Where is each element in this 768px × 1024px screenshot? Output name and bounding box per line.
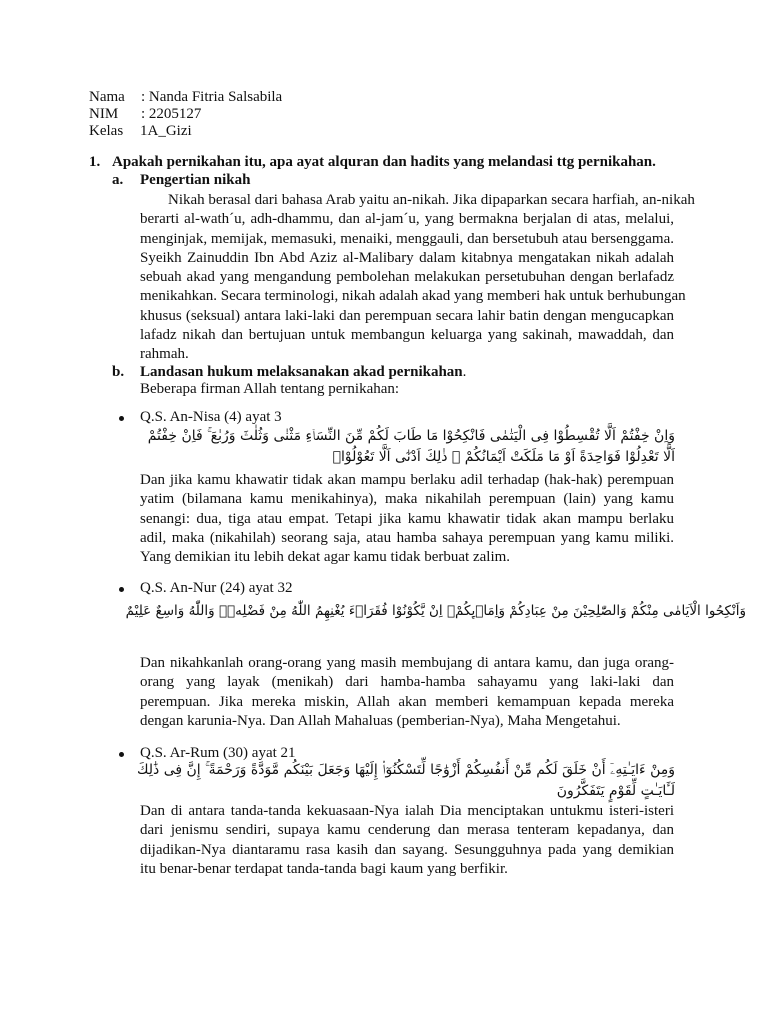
verse-3-arabic-line: وَمِنْ ءَايَـٰتِهِۦٓ أَنْ خَلَقَ لَكُم مِّنْ أَنفُسِكُمْ أَزْوَٰجًا لِّتَسْكُنُوٓا۟ إِلَيْهَا وَجَعَلَ بَيْنَكُم مَّوَدَّةً وَرَحْمَةً ۚ إِنَّ فِى ذَٰلِكَ	[136, 762, 675, 778]
verse-1-arabic-line: اَلَّا تَعْدِلُوْا فَوَاحِدَةً اَوْ مَا مَلَكَتْ اَيْمَانُكُمْ ۗ ذٰلِكَ اَدْنٰٓى اَلَّا تَعُوْلُوْاۗ	[332, 449, 675, 465]
bullet-icon	[119, 587, 124, 592]
translation-line: perempuan. Jika mereka miskin, Allah akan memberi kemampuan kepada mereka	[140, 693, 674, 710]
verse-1-arabic-line: وَاِنْ خِفْتُمْ اَلَّا تُقْسِطُوْا فِى الْيَتٰمٰى فَانْكِحُوْا مَا طَابَ لَكُمْ مِّنَ النِّسَاۤءِ مَثْنٰى وَثُلٰثَ وَرُبٰعَ ۚ فَاِنْ خِفْتُمْ	[147, 428, 675, 444]
identity-name-row	[89, 88, 282, 106]
section-a-title: Pengertian nikah	[140, 172, 251, 188]
paragraph-line: berarti al-wath´u, adh-dhammu, dan al-jam´u, yang bermakna berjalan di atas, melalui,	[140, 211, 674, 228]
section-b-title-end: .	[462, 364, 467, 380]
translation-line: adil, maka (nikahilah) seorang saja, atau hamba sahaya perempuan yang kamu miliki.	[140, 529, 674, 546]
paragraph-line: khusus (seksual) antara laki-laki dan perempuan secara lahir batin dengan mengucapkan	[140, 307, 674, 324]
identity-nim-row	[89, 105, 201, 123]
translation-line: itu benar-benar terdapat tanda-tanda bagi kaum yang berfikir.	[140, 860, 508, 877]
verse-3-ref: Q.S. Ar-Rum (30) ayat 21	[140, 745, 296, 761]
verse-1-translation	[140, 471, 674, 567]
paragraph-line: menikahkan. Secara terminologi, nikah adalah akad yang memberi hak untuk berhubungan	[140, 288, 686, 305]
section-b-letter: b.	[112, 364, 125, 380]
verse-1-ref: Q.S. An-Nisa (4) ayat 3	[140, 409, 282, 425]
verse-2-translation	[140, 654, 674, 731]
translation-line: Dan di antara tanda-tanda kekuasaan-Nya ialah Dia menciptakan untukmu isteri-isteri	[140, 803, 674, 819]
verse-3-translation	[140, 802, 674, 879]
translation-line: yatim (bilamana kamu menikahinya), maka nikahilah perempuan (lain) yang kamu	[140, 491, 674, 508]
section-b-intro: Beberapa firman Allah tentang pernikahan:	[140, 381, 400, 397]
translation-line: orang yang layak (menikah) dari hamba-hamba sahayamu yang laki-laki dan	[140, 674, 674, 691]
translation-line: dijadikan-Nya diantaramu rasa kasih dan sayang. Sesungguhnya pada yang demikian	[140, 841, 674, 858]
paragraph-line: menginjak, memijak, memasuki, menaiki, menggauli, dan bersetubuh atau bersenggama.	[140, 230, 674, 247]
verse-3-arabic-line: لَـَٔايَـٰتٍ لِّقَوْمٍ يَتَفَكَّرُونَ	[556, 783, 675, 799]
section-b-title-wrap	[140, 364, 466, 381]
translation-line: Dan jika kamu khawatir tidak akan mampu berlaku adil terhadap (hak-hak) perempuan	[140, 472, 674, 488]
class-value: 1A_Gizi	[140, 123, 192, 139]
section-a-letter: a.	[112, 172, 124, 188]
question-text: Apakah pernikahan itu, apa ayat alquran dan hadits yang melandasi ttg pernikahan.	[112, 154, 656, 170]
translation-line: senangi: dua, tiga atau empat. Tetapi jika kamu khawatir tidak akan mampu berlaku	[140, 510, 674, 527]
section-a-paragraph	[140, 191, 695, 365]
translation-line: dari jenismu sendiri, supaya kamu cenderung dan merasa tenteram kepadanya, dan	[140, 822, 674, 839]
verse-2-arabic-line: وَاَنْكِحُوا الْاَيَامٰى مِنْكُمْ وَالصّٰلِحِيْنَ مِنْ عِبَادِكُمْ وَاِمَاۤىِٕكُمْۗ اِنْ يَّكُوْنُوْا فُقَرَاۤءَ يُغْنِهِمُ اللّٰهُ مِنْ فَضْلِهٖۗ وَاللّٰهُ وَاسِعٌ عَلِيْمٌ	[125, 603, 746, 619]
translation-line: Dan nikahkanlah orang-orang yang masih membujang di antara kamu, dan juga orang-	[140, 655, 674, 671]
question-number: 1.	[89, 154, 101, 170]
nim-value: : 2205127	[141, 106, 202, 122]
paragraph-line: rahmah.	[140, 346, 189, 363]
paragraph-line: Syeikh Zainuddin Ibn Abd Aziz al-Malibary dalam kitabnya mengatakan nikah adalah	[140, 249, 674, 266]
class-label: Kelas	[89, 123, 124, 139]
paragraph-line: sebuah akad yang mengandung pembolehan melakukan persetubuhan dengan berlafadz	[140, 269, 674, 286]
translation-line: dengan karunia-Nya. Dan Allah Mahaluas (pemberian-Nya), Maha Mengetahui.	[140, 712, 621, 729]
verse-2-ref: Q.S. An-Nur (24) ayat 32	[140, 580, 293, 596]
translation-line: Yang demikian itu lebih dekat agar kamu tidak berbuat zalim.	[140, 549, 511, 566]
name-value: : Nanda Fitria Salsabila	[141, 89, 283, 105]
paragraph-line: Nikah berasal dari bahasa Arab yaitu an-nikah. Jika dipaparkan secara harfiah, an-nikah	[168, 192, 695, 208]
name-label: Nama	[89, 89, 125, 105]
paragraph-line: lafadz nikah dan bertujuan untuk membangun keluarga yang sakinah, mawaddah, dan	[140, 327, 674, 344]
bullet-icon	[119, 416, 124, 421]
nim-label: NIM	[89, 106, 119, 122]
identity-class-row	[89, 122, 192, 140]
section-b-title: Landasan hukum melaksanakan akad pernikahan	[140, 364, 463, 380]
bullet-icon	[119, 752, 124, 757]
